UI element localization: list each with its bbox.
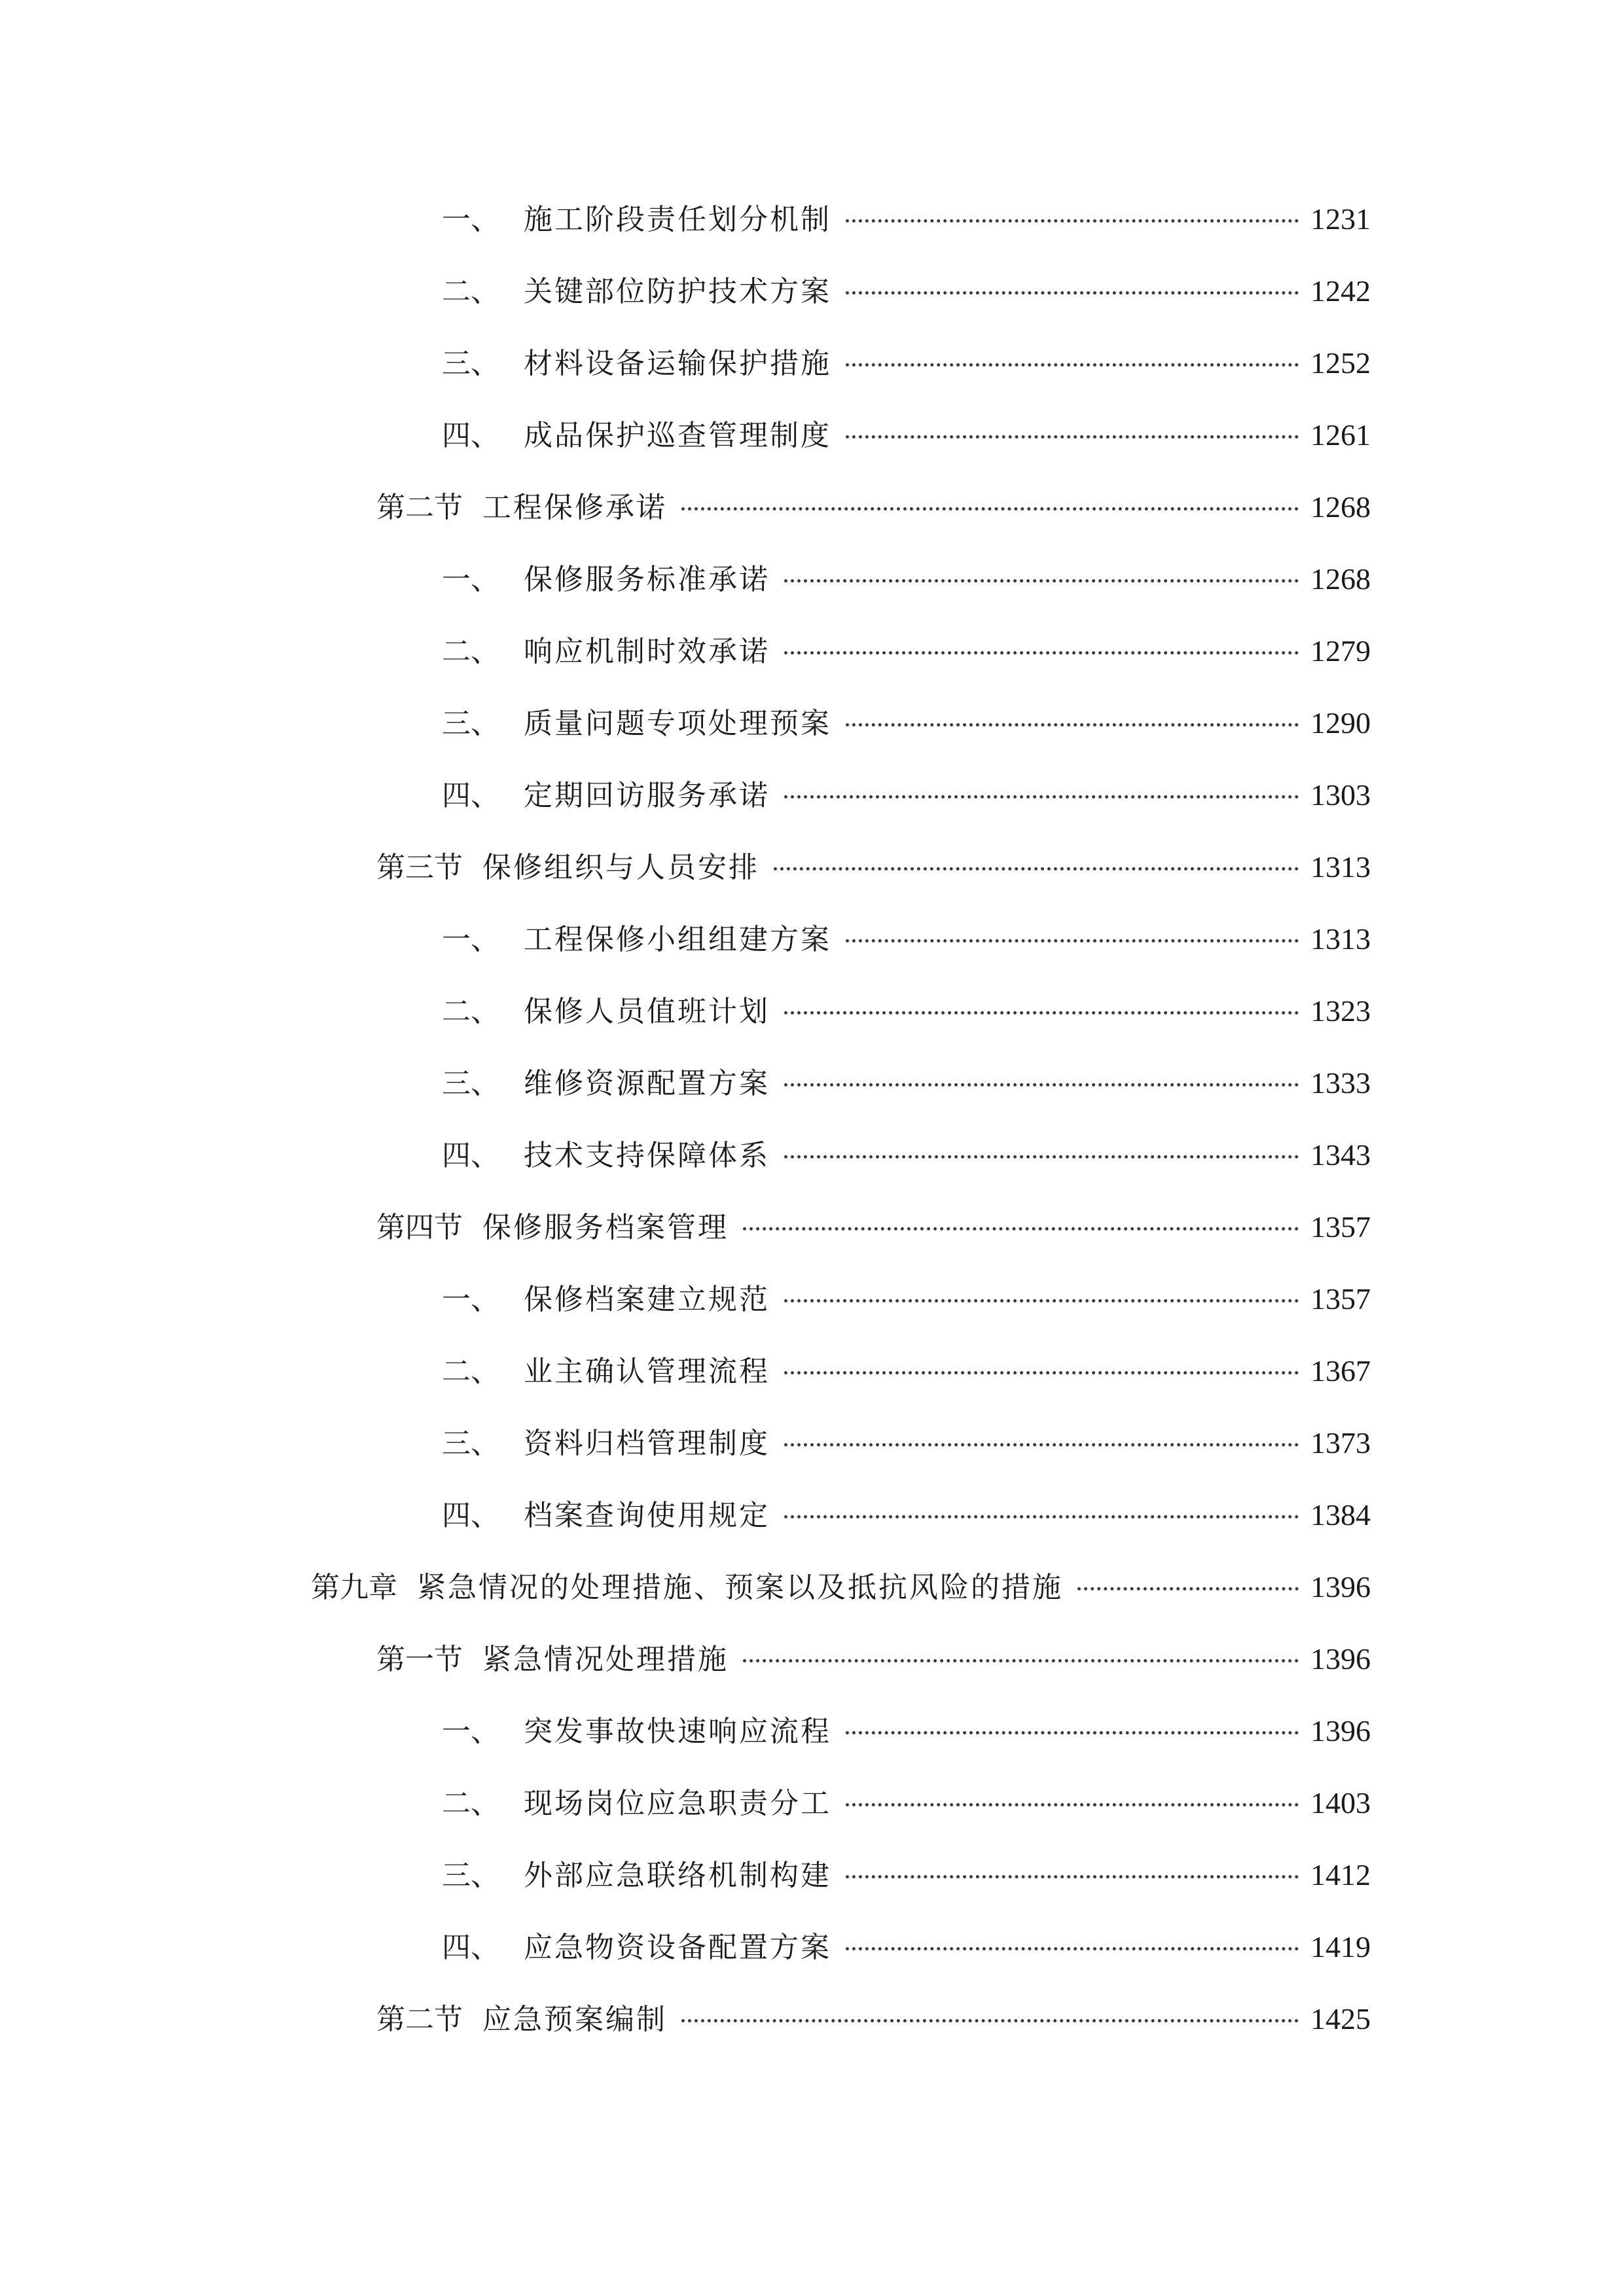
dot-leader [784,1371,1299,1374]
toc-entry-page: 1367 [1310,1354,1371,1388]
dot-leader [846,939,1299,942]
toc-entry-section[interactable] [376,1993,1371,2045]
toc-entry-title: 保修组织与人员安排 [482,851,759,884]
toc-entry-marker: 三、 [442,707,499,740]
toc-entry-marker: 第一节 [376,1643,463,1676]
toc-entry-title: 档案查询使用规定 [524,1499,770,1532]
toc-entry-title: 定期回访服务承诺 [524,779,770,812]
toc-entry-page: 1268 [1310,490,1371,524]
toc-entry-marker: 第二节 [376,491,463,524]
dot-leader [743,1227,1299,1230]
toc-entry-page: 1290 [1310,706,1371,740]
dot-leader [1077,1587,1299,1590]
dot-leader [784,1299,1299,1302]
toc-entry-title: 工程保修小组组建方案 [524,923,831,956]
toc-entry-title: 紧急情况的处理措施、预案以及抵抗风险的措施 [417,1571,1063,1604]
dot-leader [681,2019,1299,2022]
toc-entry[interactable] [442,697,1371,749]
toc-entry[interactable] [442,553,1371,605]
toc-entry[interactable] [442,1417,1371,1469]
toc-entry-page: 1373 [1310,1426,1371,1460]
toc-entry-page: 1357 [1310,1282,1371,1316]
toc-entry-page: 1268 [1310,562,1371,596]
toc-entry-title: 保修服务档案管理 [482,1211,729,1244]
dot-leader [784,579,1299,583]
toc-entry-marker: 二、 [442,1355,499,1388]
toc-entry-title: 现场岗位应急职责分工 [524,1787,831,1820]
toc-entry-title: 工程保修承诺 [482,491,667,524]
toc-entry-title: 技术支持保障体系 [524,1139,770,1172]
toc-entry[interactable] [442,769,1371,821]
toc-entry-page: 1343 [1310,1138,1371,1172]
toc-entry-title: 应急预案编制 [482,2003,667,2036]
toc-entry-title: 材料设备运输保护措施 [524,347,831,380]
toc-entry[interactable] [442,1057,1371,1109]
toc-entry-title: 应急物资设备配置方案 [524,1931,831,1964]
toc-entry[interactable] [442,913,1371,965]
toc-entry-title: 保修档案建立规范 [524,1283,770,1316]
toc-entry[interactable] [442,1921,1371,1973]
toc-entry-chapter[interactable] [311,1561,1371,1613]
toc-entry[interactable] [442,1129,1371,1181]
toc-entry-page: 1261 [1310,418,1371,452]
dot-leader [784,1083,1299,1086]
dot-leader [784,1155,1299,1158]
toc-entry-marker: 第三节 [376,851,463,884]
toc-entry-page: 1412 [1310,1858,1371,1892]
toc-entry-page: 1396 [1310,1642,1371,1676]
toc-entry-marker: 二、 [442,1787,499,1820]
dot-leader [846,1803,1299,1806]
toc-entry-marker: 二、 [442,995,499,1028]
toc-entry-marker: 二、 [442,275,499,308]
toc-entry-title: 质量问题专项处理预案 [524,707,831,740]
dot-leader [846,291,1299,295]
toc-entry-marker: 四、 [442,1499,499,1532]
toc-entry-marker: 一、 [442,563,499,596]
toc-entry-marker: 三、 [442,1067,499,1100]
toc-entry-title: 施工阶段责任划分机制 [524,203,831,236]
dot-leader [774,867,1299,870]
toc-entry-title: 保修服务标准承诺 [524,563,770,596]
toc-entry-page: 1313 [1310,922,1371,956]
toc-entry-page: 1419 [1310,1930,1371,1964]
toc-entry[interactable] [442,1705,1371,1757]
toc-entry[interactable] [442,985,1371,1037]
toc-entry[interactable] [442,1345,1371,1397]
toc-entry[interactable] [442,1489,1371,1541]
toc-entry-title: 外部应急联络机制构建 [524,1859,831,1892]
toc-entry-marker: 三、 [442,347,499,380]
toc-entry-page: 1323 [1310,994,1371,1028]
toc-entry-title: 关键部位防护技术方案 [524,275,831,308]
toc-entry-page: 1396 [1310,1714,1371,1748]
toc-entry-page: 1384 [1310,1498,1371,1532]
toc-entry[interactable] [442,265,1371,317]
toc-entry[interactable] [442,193,1371,245]
toc-entry-title: 保修人员值班计划 [524,995,770,1028]
toc-entry-section[interactable] [376,841,1371,893]
toc-entry-marker: 第九章 [311,1571,397,1604]
toc-entry-section[interactable] [376,1201,1371,1253]
toc-entry-page: 1403 [1310,1786,1371,1820]
toc-entry-title: 资料归档管理制度 [524,1427,770,1460]
toc-entry-page: 1252 [1310,346,1371,380]
toc-entry-page: 1357 [1310,1210,1371,1244]
dot-leader [846,723,1299,726]
toc-entry-marker: 一、 [442,1715,499,1748]
toc-entry-section[interactable] [376,481,1371,533]
toc-entry-marker: 四、 [442,1139,499,1172]
toc-entry-title: 响应机制时效承诺 [524,635,770,668]
toc-entry[interactable] [442,409,1371,461]
toc-entry-page: 1231 [1310,202,1371,236]
toc-entry-page: 1242 [1310,274,1371,308]
dot-leader [846,219,1299,223]
dot-leader [784,1011,1299,1014]
dot-leader [846,1875,1299,1878]
toc-entry-title: 突发事故快速响应流程 [524,1715,831,1748]
toc-entry[interactable] [442,1273,1371,1325]
toc-entry[interactable] [442,1777,1371,1829]
toc-entry-section[interactable] [376,1633,1371,1685]
toc-entry-title: 成品保护巡查管理制度 [524,419,831,452]
dot-leader [784,1443,1299,1446]
toc-entry-title: 业主确认管理流程 [524,1355,770,1388]
toc-entry-marker: 第二节 [376,2003,463,2036]
toc-entry-page: 1333 [1310,1066,1371,1100]
toc-entry[interactable] [442,625,1371,677]
dot-leader [784,795,1299,798]
dot-leader [743,1659,1299,1662]
dot-leader [784,1515,1299,1518]
dot-leader [846,363,1299,367]
toc-entry-marker: 四、 [442,1931,499,1964]
dot-leader [784,651,1299,655]
toc-entry[interactable] [442,1849,1371,1901]
toc-entry-marker: 二、 [442,635,499,668]
toc-entry-marker: 三、 [442,1859,499,1892]
toc-entry[interactable] [442,337,1371,389]
toc-entry-marker: 三、 [442,1427,499,1460]
toc-entry-marker: 四、 [442,779,499,812]
toc-entry-marker: 第四节 [376,1211,463,1244]
dot-leader [681,507,1299,511]
toc-entry-marker: 一、 [442,923,499,956]
toc-entry-marker: 四、 [442,419,499,452]
dot-leader [846,1731,1299,1734]
toc-entry-page: 1396 [1310,1570,1371,1604]
toc-entry-title: 维修资源配置方案 [524,1067,770,1100]
toc-entry-page: 1313 [1310,850,1371,884]
toc-entry-marker: 一、 [442,203,499,236]
toc-entry-page: 1425 [1310,2002,1371,2036]
dot-leader [846,1947,1299,1950]
toc-entry-marker: 一、 [442,1283,499,1316]
dot-leader [846,435,1299,439]
toc-entry-page: 1303 [1310,778,1371,812]
toc-entry-title: 紧急情况处理措施 [482,1643,729,1676]
toc-entry-page: 1279 [1310,634,1371,668]
